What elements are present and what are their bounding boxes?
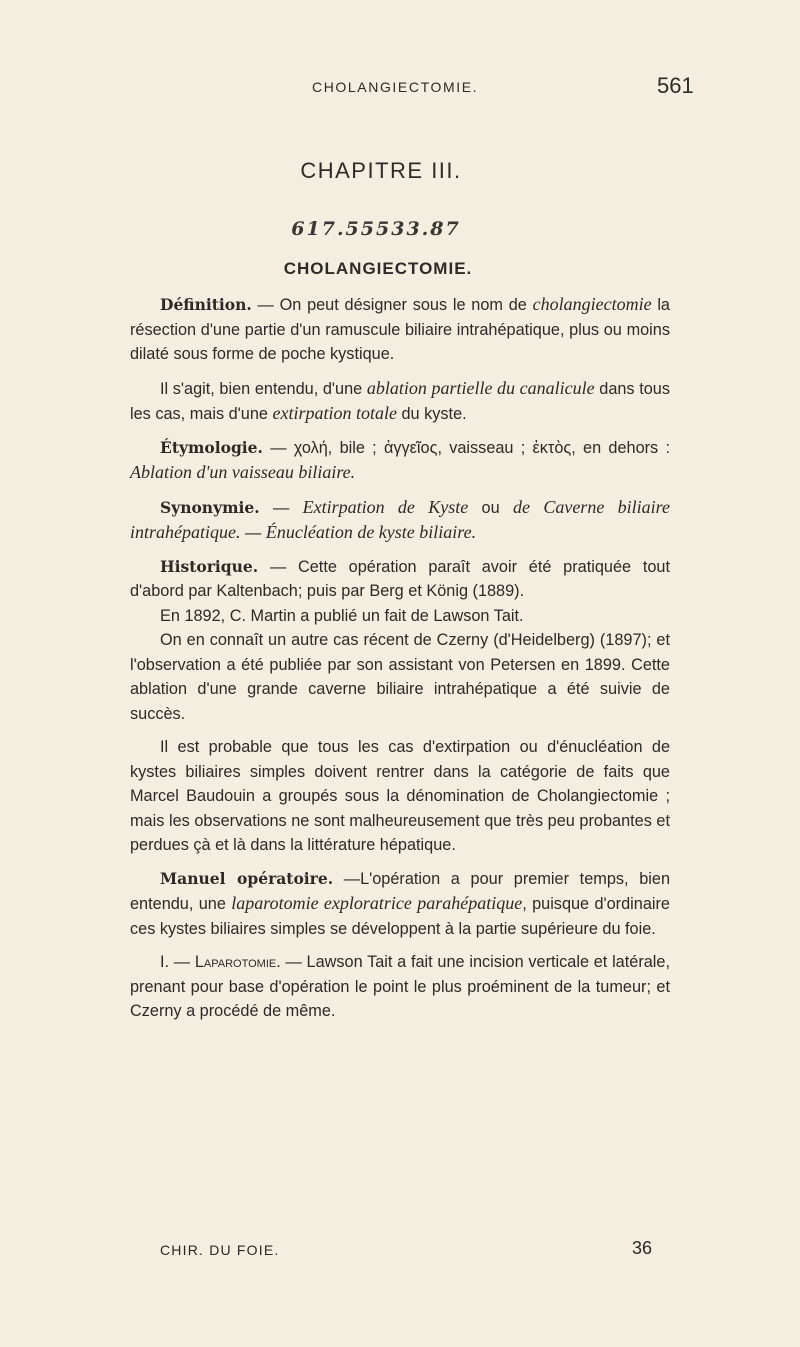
paragraph-etymologie: Étymologie. — χολή, bile ; ἀγγεῖος, vaisseau ; ἐκτὸς, en dehors : Ablation d'un vaisseau biliaire. <box>130 437 670 482</box>
small-caps-laparotomie: Laparotomie <box>194 953 277 971</box>
paragraph-czerny: On en connaît un autre cas récent de Czerny (d'Heidelberg) (1897); et l'observation a été publiée par son assistant von Petersen en 1899. Cette ablation d'une grande caverne biliaire intrahépatique a été suivie de succès. <box>130 631 670 723</box>
section-title: CHOLANGIECTOMIE. <box>283 259 473 278</box>
body-text <box>130 292 670 1024</box>
run-in-heading-historique: Historique. <box>160 556 259 576</box>
page-number: 561 <box>657 73 694 98</box>
page-header <box>0 73 800 106</box>
run-in-heading-synonymie: Synonymie. <box>160 497 260 517</box>
paragraph-synonymie: Synonymie. — Extirpation de Kyste ou de Caverne biliaire intrahépatique. — Énucléation de kyste biliaire. <box>130 496 670 542</box>
page-footer <box>130 1238 670 1264</box>
paragraph-historique: Historique. — Cette opération paraît avoir été pratiquée tout d'abord par Kaltenbach; puis par Berg et König (1889). <box>130 556 670 600</box>
run-in-heading-manuel: Manuel opératoire. <box>160 868 334 888</box>
term-cholangiectomie: cholangiectomie <box>532 294 652 314</box>
paragraph-cholangiectomie-category: Il est probable que tous les cas d'extirpation ou d'énucléation de kystes biliaires simples doivent rentrer dans la catégorie de faits que Marcel Baudouin a groupés sous la dénomination de Cholangiectomie ; mais les observations ne sont malheureusement que très peu probantes et perdues çà et là dans la littérature hépatique. <box>130 738 670 854</box>
paragraph-laparotomie: I. — Laparotomie. — Lawson Tait a fait une incision verticale et latérale, prenant pour base d'opération le point le plus proéminent de la tumeur; et Czerny a procédé de même. <box>130 953 670 1020</box>
paragraph-manuel-operatoire: Manuel opératoire. —L'opération a pour premier temps, bien entendu, une laparotomie exploratrice parahépatique, puisque d'ordinaire ces kystes biliaires simples se développent à la partie supérieure du foie. <box>130 868 670 938</box>
run-in-heading-definition: Définition. <box>160 295 252 314</box>
paragraph-martin: En 1892, C. Martin a publié un fait de Lawson Tait. <box>160 606 524 625</box>
running-title: CHOLANGIECTOMIE. <box>312 79 479 95</box>
chapter-heading: CHAPITRE III. <box>300 158 462 183</box>
classification-number: 617.55533.87 <box>291 218 461 240</box>
paragraph-ablation: Il s'agit, bien entendu, d'une ablation partielle du canalicule dans tous les cas, mais d'une extirpation totale du kyste. <box>130 377 670 423</box>
signature-number: 36 <box>631 1238 652 1258</box>
signature-label: CHIR. DU FOIE. <box>160 1242 280 1258</box>
run-in-heading-etymologie: Étymologie. <box>160 437 263 457</box>
paragraph-definition: Définition. — On peut désigner sous le nom de cholangiectomie la résection d'une partie d'un ramuscule biliaire intrahépatique, plus ou moins dilaté sous forme de poche kystique. <box>130 294 670 363</box>
